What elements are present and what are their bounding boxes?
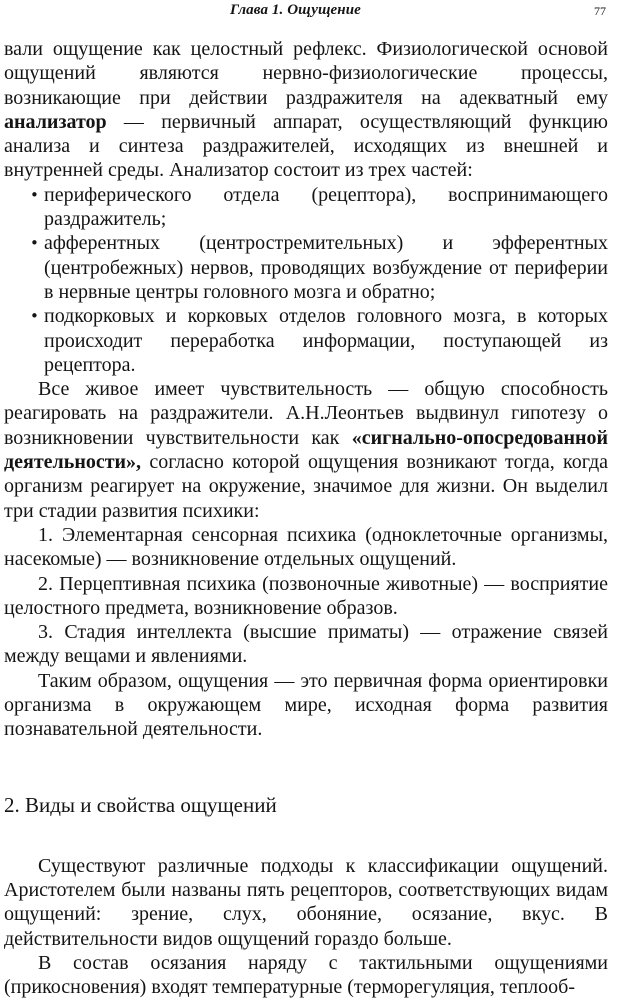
paragraph-text: согласно которой ощущения возникают тогда, когда организм реагирует на окружение, значимое для жизни. Он выделил три стадии развития психики:: [4, 451, 608, 522]
list-item: [4, 304, 608, 377]
list-item-text: периферического отдела (рецептора), воспринимающего раздражитель;: [44, 183, 608, 231]
paragraph-conclusion: Таким образом, ощущения — это первичная форма ориентировки организма в окружающем мире, исходная форма развития познавательной деятельности.: [4, 669, 608, 741]
bullet-icon: •: [30, 307, 39, 326]
running-header: [0, 2, 620, 24]
paragraph-text: Все живое имеет чувствительность — общую способность реагировать на раздражители. А.Н.Леонтьев выдвинул гипотезу о возникновении чувствительности как: [4, 378, 608, 449]
paragraph-text: — первичный аппарат, осуществляющий функцию анализа и синтеза раздражителей, исходящих из внешней и внутренней среды. Анализатор состоит из трех частей:: [4, 110, 608, 182]
term-signal-mediated-activity: «сигнально-опосредованной деятельности»,: [4, 426, 609, 474]
spacer: [4, 818, 608, 854]
page-body: [4, 37, 608, 999]
stage-item-2: 2. Перцептивная психика (позвоночные животные) — восприятие целостного предмета, возникновение образов.: [4, 572, 608, 619]
paragraph-analyzer: [4, 37, 608, 183]
stage-item-1: 1. Элементарная сенсорная психика (одноклеточные организмы, насекомые) — возникновение отдельных ощущений.: [4, 523, 608, 571]
paragraph-sensitivity: [4, 377, 608, 523]
list-item: [4, 183, 608, 232]
paragraph-text: вали ощущение как целостный рефлекс. Физиологической основой ощущений являются нервно-физиологические процессы, возникающие при действии раздражителя на адекватный ему: [4, 38, 608, 109]
page-number: 77: [594, 4, 606, 18]
list-item: [4, 231, 608, 304]
section-heading: 2. Виды и свойства ощущений: [4, 792, 277, 817]
list-item-text: афферентных (центростремительных) и эфферентных (центробежных) нервов, проводящих возбуждение от периферии в нервные центры головного мозга и обратно;: [44, 232, 608, 303]
list-item-text: подкорковых и корковых отделов головного мозга, в которых происходит переработка информации, поступающей из рецептора.: [44, 305, 608, 376]
stage-item-3: 3. Стадия интеллекта (высшие приматы) — отражение связей между вещами и явлениями.: [4, 621, 608, 668]
spacer: [4, 742, 608, 792]
bullet-icon: •: [30, 234, 39, 253]
bullet-icon: •: [30, 185, 39, 204]
paragraph-touch: В состав осязания наряду с тактильными ощущениями (прикосновения) входят температурные (терморегуляция, теплооб-: [4, 951, 608, 999]
analyzer-parts-list: [4, 183, 608, 377]
term-analyzer: анализатор: [4, 110, 107, 133]
paragraph-classification: Существуют различные подходы к классификации ощущений. Аристотелем были названы пять рецепторов, соответствующих видам ощущений: зрение, слух, обоняние, осязание, вкус. В действительности видов ощущений гораздо больше.: [4, 854, 608, 950]
chapter-title: Глава 1. Ощущение: [230, 2, 361, 18]
